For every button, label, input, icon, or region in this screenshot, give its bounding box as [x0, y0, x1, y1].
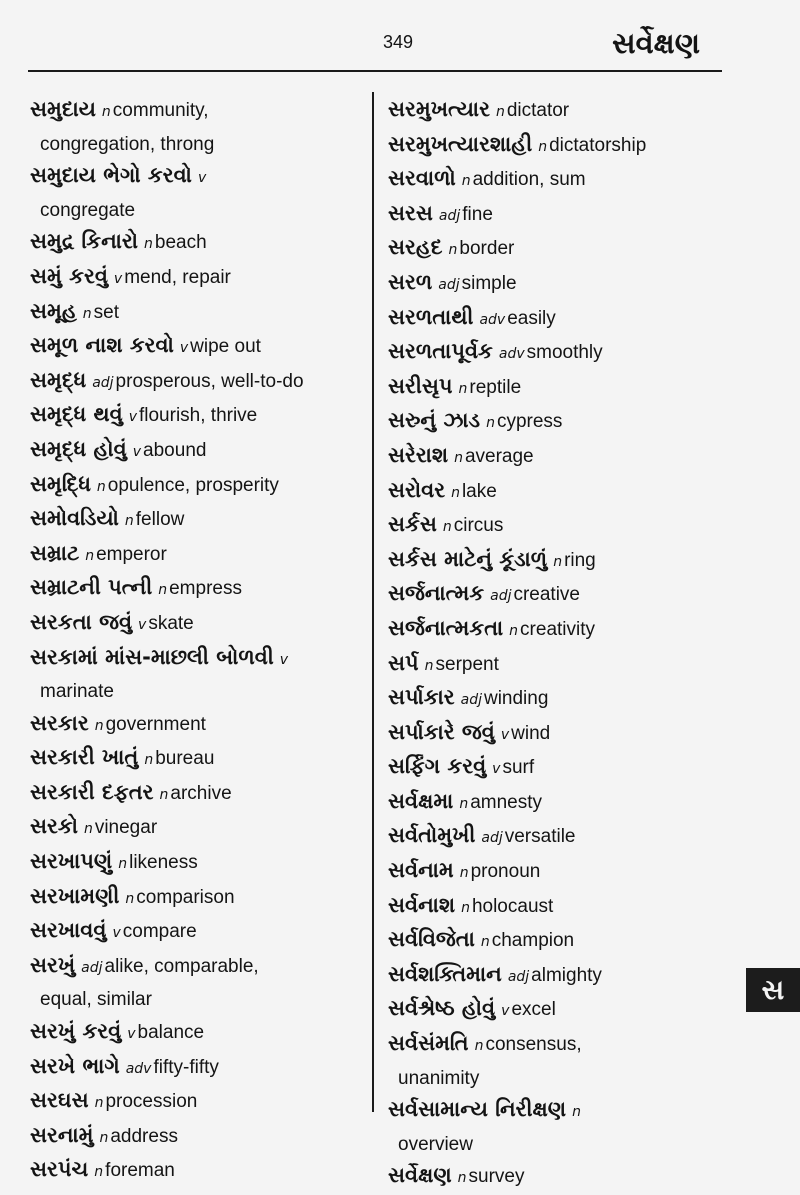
- entry-definition: government: [105, 713, 206, 735]
- entry-part-of-speech: adj: [92, 374, 114, 391]
- dictionary-entry: [388, 717, 738, 752]
- entry-definition: fellow: [135, 509, 185, 531]
- entry-part-of-speech: n: [458, 380, 468, 397]
- entry-definition-continued: overview: [398, 1133, 473, 1155]
- dictionary-entry: [30, 469, 370, 504]
- entry-definition: reptile: [469, 376, 522, 398]
- entry-definition: vinegar: [94, 817, 158, 839]
- dictionary-entry: [30, 538, 370, 573]
- entry-definition: excel: [511, 999, 556, 1021]
- entry-term: સમૂહ: [30, 298, 77, 323]
- dictionary-entry: [388, 890, 738, 925]
- entry-part-of-speech: n: [495, 104, 505, 120]
- dictionary-entry: [388, 544, 738, 579]
- dictionary-entry: [388, 163, 738, 198]
- entry-definition: balance: [137, 1022, 205, 1044]
- entry-term: સરખામણી: [30, 883, 120, 908]
- entry-term: સર્વશક્તિમાન: [388, 961, 502, 986]
- entry-definition: archive: [170, 782, 232, 804]
- entry-term: સર્વવિજેતા: [388, 927, 475, 952]
- entry-term: સરખું કરવું: [30, 1019, 122, 1044]
- dictionary-entry: [388, 336, 738, 371]
- entry-definition: creative: [513, 584, 580, 606]
- dictionary-entry: [388, 129, 738, 164]
- entry-part-of-speech: n: [94, 717, 104, 734]
- entry-part-of-speech: n: [144, 236, 153, 253]
- entry-definition: pronoun: [470, 861, 541, 883]
- dictionary-entry: [30, 365, 370, 400]
- entry-part-of-speech: n: [96, 478, 106, 495]
- dictionary-entry: [30, 1120, 370, 1155]
- entry-term: સરખાપણું: [30, 849, 113, 874]
- entry-term: સમૃદ્ધ થવું: [30, 402, 123, 427]
- entry-term: સરમુખત્યાર: [388, 97, 490, 121]
- entry-term: સર્વનાશ: [388, 892, 456, 917]
- entry-definition: almighty: [531, 964, 602, 986]
- entry-term: સમુદાય ભેગો કરવો: [30, 163, 192, 188]
- entry-definition: skate: [148, 612, 194, 634]
- entry-definition: lake: [461, 480, 497, 502]
- entry-definition: foreman: [105, 1160, 175, 1182]
- entry-term: સમોવડિયો: [30, 506, 119, 531]
- entry-part-of-speech: n: [451, 484, 460, 501]
- entry-definition-continued: equal, similar: [40, 989, 152, 1011]
- entry-term: સર્વતોમુખી: [388, 823, 476, 848]
- dictionary-entry: [30, 915, 370, 950]
- dictionary-entry: [30, 777, 370, 812]
- entry-part-of-speech: n: [124, 513, 134, 530]
- entry-part-of-speech: adj: [81, 959, 103, 976]
- dictionary-entry: [30, 846, 370, 881]
- dictionary-entry: [388, 855, 738, 890]
- dictionary-entry: [388, 786, 738, 821]
- entry-definition: empress: [169, 578, 242, 600]
- entry-part-of-speech: adv: [479, 311, 506, 328]
- column-divider: [372, 92, 374, 1112]
- entry-term: સરકામાં માંસ-માછલી બોળવી: [30, 644, 274, 669]
- dictionary-entry: [388, 613, 738, 648]
- dictionary-entry: [30, 811, 370, 846]
- entry-part-of-speech: n: [553, 553, 563, 570]
- dictionary-entry: [388, 993, 738, 1028]
- dictionary-entry: [388, 267, 738, 302]
- entry-term: સર્ફિંગ કરવું: [388, 754, 487, 779]
- entry-part-of-speech: adv: [498, 346, 525, 363]
- entry-term: સરખે ભાગે: [30, 1053, 120, 1078]
- dictionary-entry: [388, 440, 738, 475]
- entry-definition: fine: [462, 203, 493, 225]
- entry-part-of-speech: n: [480, 934, 490, 951]
- entry-definition: ring: [564, 549, 596, 571]
- entry-part-of-speech: n: [572, 1104, 581, 1121]
- entry-part-of-speech: v: [501, 1003, 510, 1020]
- entry-part-of-speech: n: [118, 856, 128, 873]
- entry-term: સરકારી ખાતું: [30, 745, 139, 770]
- entry-term: સરકાર: [30, 710, 89, 735]
- entry-part-of-speech: n: [459, 795, 469, 812]
- dictionary-entry: [30, 434, 370, 469]
- entry-part-of-speech: v: [112, 925, 121, 942]
- dictionary-entry: [388, 648, 738, 683]
- entry-part-of-speech: v: [279, 651, 289, 668]
- entry-part-of-speech: n: [442, 519, 452, 536]
- entry-definition-continued: unanimity: [398, 1067, 480, 1089]
- entry-term: સર્પ: [388, 650, 419, 675]
- dictionary-entry: [388, 232, 738, 267]
- dictionary-entry: [30, 94, 370, 160]
- dictionary-entry: [388, 959, 738, 994]
- entry-definition: circus: [453, 515, 504, 537]
- entry-term: સર્વક્ષમા: [388, 788, 454, 813]
- dictionary-entry: [388, 924, 738, 959]
- dictionary-entry: [388, 371, 738, 406]
- entry-term: સરખાવવું: [30, 918, 107, 943]
- dictionary-entry: [388, 302, 738, 337]
- dictionary-entry: [388, 578, 738, 613]
- entry-term: સરેરાશ: [388, 442, 449, 467]
- entry-term: સર્જનાત્મક: [388, 581, 485, 606]
- dictionary-entry: [30, 642, 370, 708]
- dictionary-entry: [388, 682, 738, 717]
- dictionary-entry: [388, 1028, 738, 1094]
- entry-part-of-speech: v: [138, 616, 147, 633]
- entry-definition: average: [464, 445, 534, 467]
- entry-term: સરખું: [30, 952, 76, 977]
- entry-definition-continued: marinate: [40, 681, 114, 703]
- entry-term: સર્વેક્ષણ: [388, 1163, 452, 1188]
- entry-definition: surf: [502, 757, 535, 779]
- entry-term: સરીસૃપ: [388, 373, 453, 398]
- dictionary-entry: [388, 509, 738, 544]
- entry-part-of-speech: n: [448, 242, 458, 259]
- entry-term: સમું કરવું: [30, 263, 108, 288]
- entry-term: સરમુખત્યારશાહી: [388, 131, 533, 156]
- entry-definition: dictatorship: [549, 134, 647, 156]
- entry-term: સરળતાથી: [388, 304, 474, 329]
- dictionary-entry: [388, 1094, 738, 1160]
- page-header: [28, 24, 722, 72]
- entry-definition: survey: [468, 1166, 525, 1188]
- dictionary-entry: [388, 475, 738, 510]
- entry-term: સમૃદ્ધ હોવું: [30, 436, 127, 461]
- entry-part-of-speech: n: [538, 138, 548, 155]
- entry-term: સર્પાકારે જવું: [388, 719, 495, 744]
- entry-term: સરુનું ઝાડ: [388, 408, 481, 433]
- entry-definition: procession: [105, 1091, 198, 1113]
- entry-definition: comparison: [136, 886, 235, 908]
- entry-definition: prosperous, well-to-do: [115, 370, 304, 392]
- entry-part-of-speech: v: [132, 443, 142, 460]
- entry-part-of-speech: v: [127, 1026, 136, 1043]
- entry-term: સમ્રાટ: [30, 540, 80, 565]
- entry-term: સર્વસંમતિ: [388, 1031, 469, 1056]
- entry-part-of-speech: n: [158, 582, 168, 599]
- entry-definition: versatile: [504, 826, 576, 848]
- entry-part-of-speech: adj: [481, 830, 503, 847]
- entry-definition: holocaust: [471, 895, 554, 917]
- entry-term: સમ્રાટની પત્ની: [30, 575, 153, 600]
- entry-definition: fifty-fifty: [153, 1056, 219, 1078]
- entry-term: સર્વનામ: [388, 858, 454, 883]
- entry-definition: abound: [143, 439, 207, 461]
- entry-definition: champion: [491, 930, 575, 952]
- entry-definition: easily: [507, 307, 556, 329]
- entry-part-of-speech: n: [101, 104, 111, 120]
- entry-term: સર્જનાત્મકતા: [388, 615, 504, 640]
- entry-part-of-speech: n: [424, 657, 434, 674]
- dictionary-entry: [30, 226, 370, 261]
- dictionary-entry: [388, 198, 738, 233]
- entry-part-of-speech: v: [500, 726, 510, 743]
- entry-definition: beach: [154, 232, 207, 254]
- dictionary-entry: [30, 950, 370, 1016]
- entry-part-of-speech: n: [461, 899, 470, 916]
- entry-part-of-speech: n: [82, 305, 92, 322]
- dictionary-entry: [30, 1016, 370, 1051]
- dictionary-entry: [388, 751, 738, 786]
- entry-definition: set: [93, 301, 120, 323]
- dictionary-entry: [30, 296, 370, 331]
- entry-part-of-speech: n: [454, 449, 463, 466]
- entry-definition: amnesty: [470, 791, 542, 813]
- entry-term: સરહદ: [388, 235, 443, 260]
- entry-definition: flourish, thrive: [138, 405, 258, 427]
- entry-definition: mend, repair: [124, 266, 231, 288]
- entry-term: સરળતાપૂર્વક: [388, 339, 493, 364]
- entry-term: સમૂળ નાશ કરવો: [30, 333, 174, 358]
- dictionary-entry: [30, 160, 370, 226]
- entry-part-of-speech: adv: [125, 1060, 152, 1077]
- entry-part-of-speech: n: [459, 865, 469, 882]
- dictionary-entry: [30, 708, 370, 743]
- entry-definition: compare: [122, 921, 197, 943]
- entry-part-of-speech: v: [492, 761, 501, 778]
- dictionary-entry: [30, 1051, 370, 1086]
- dictionary-entry: [30, 1154, 370, 1189]
- entry-term: સરોવર: [388, 477, 446, 502]
- entry-definition: border: [459, 238, 515, 260]
- entry-term: સર્કસ: [388, 512, 437, 537]
- dictionary-entry: [30, 399, 370, 434]
- dictionary-entry: [388, 820, 738, 855]
- entry-term: સમૃદ્ધ: [30, 367, 87, 392]
- entry-definition-continued: congregation, throng: [40, 133, 215, 155]
- thumb-index-tab: સ: [746, 968, 800, 1012]
- entry-part-of-speech: v: [179, 340, 189, 357]
- entry-definition: cypress: [496, 411, 563, 433]
- entry-term: સમુદાય: [30, 97, 96, 121]
- entry-term: સરનામું: [30, 1122, 94, 1147]
- entry-part-of-speech: n: [125, 890, 135, 907]
- entry-term: સરકારી દફતર: [30, 779, 154, 804]
- entry-definition: serpent: [435, 653, 499, 675]
- entry-definition: consensus,: [485, 1034, 582, 1056]
- entry-definition: alike, comparable,: [104, 955, 259, 977]
- left-column: [30, 94, 370, 1189]
- entry-term: સર્વસામાન્ય નિરીક્ષણ: [388, 1097, 567, 1122]
- entry-definition: smoothly: [526, 342, 603, 364]
- entry-term: સરઘસ: [30, 1088, 89, 1113]
- entry-term: સરકો: [30, 814, 78, 839]
- entry-definition: winding: [483, 688, 549, 710]
- entry-term: સમૃદ્ધિ: [30, 471, 91, 496]
- entry-part-of-speech: n: [85, 547, 95, 564]
- entry-definition: opulence, prosperity: [107, 474, 279, 496]
- entry-term: સરકતા જવું: [30, 609, 133, 634]
- entry-definition: addition, sum: [472, 169, 586, 191]
- entry-part-of-speech: n: [144, 752, 154, 769]
- entry-definition: simple: [461, 272, 517, 294]
- dictionary-entry: [30, 261, 370, 296]
- entry-part-of-speech: n: [474, 1038, 484, 1055]
- entry-part-of-speech: n: [83, 821, 93, 838]
- entry-part-of-speech: n: [461, 173, 471, 190]
- entry-part-of-speech: adj: [490, 588, 512, 605]
- dictionary-entry: [30, 1085, 370, 1120]
- entry-definition: address: [110, 1125, 178, 1147]
- entry-part-of-speech: n: [99, 1129, 109, 1146]
- entry-definition: wipe out: [190, 336, 261, 358]
- dictionary-entry: [30, 330, 370, 365]
- entry-definition-continued: congregate: [40, 199, 136, 221]
- entry-term: સરવાળો: [388, 166, 456, 191]
- entry-part-of-speech: adj: [438, 276, 460, 293]
- dictionary-entry: [388, 405, 738, 440]
- dictionary-entry: [30, 607, 370, 642]
- entry-part-of-speech: adj: [507, 968, 530, 985]
- page-number: 349: [382, 32, 414, 52]
- entry-definition: dictator: [506, 100, 570, 121]
- entry-part-of-speech: n: [486, 415, 495, 432]
- dictionary-entry: [388, 94, 738, 129]
- entry-part-of-speech: v: [128, 409, 137, 426]
- entry-part-of-speech: n: [509, 622, 519, 639]
- dictionary-entry: [30, 572, 370, 607]
- entry-term: સમુદ્ર કિનારો: [30, 229, 139, 254]
- entry-definition: likeness: [129, 852, 198, 874]
- dictionary-entry: [30, 742, 370, 777]
- running-head: સર્વેક્ષણ: [612, 26, 700, 60]
- entry-term: સરસ: [388, 200, 433, 225]
- entry-term: સરપંચ: [30, 1157, 89, 1182]
- right-column: [388, 94, 738, 1195]
- entry-definition: wind: [511, 722, 551, 744]
- entry-part-of-speech: adj: [438, 207, 461, 224]
- entry-term: સર્પાકાર: [388, 685, 455, 710]
- entry-definition: community,: [112, 100, 209, 121]
- entry-part-of-speech: n: [457, 1170, 467, 1187]
- entry-definition: creativity: [520, 618, 596, 640]
- entry-part-of-speech: n: [159, 786, 169, 803]
- entry-part-of-speech: v: [197, 170, 207, 187]
- entry-definition: bureau: [155, 748, 215, 770]
- entry-definition: emperor: [96, 543, 167, 565]
- entry-part-of-speech: adj: [460, 692, 482, 709]
- entry-term: સર્કસ માટેનું કૂંડાળું: [388, 546, 548, 571]
- dictionary-entry: [30, 503, 370, 538]
- entry-part-of-speech: n: [94, 1164, 104, 1181]
- dictionary-entry: [388, 1160, 738, 1195]
- entry-term: સર્વશ્રેષ્ઠ હોવું: [388, 996, 496, 1021]
- entry-part-of-speech: v: [113, 270, 123, 287]
- entry-part-of-speech: n: [94, 1095, 104, 1112]
- entry-term: સરળ: [388, 269, 433, 294]
- dictionary-entry: [30, 881, 370, 916]
